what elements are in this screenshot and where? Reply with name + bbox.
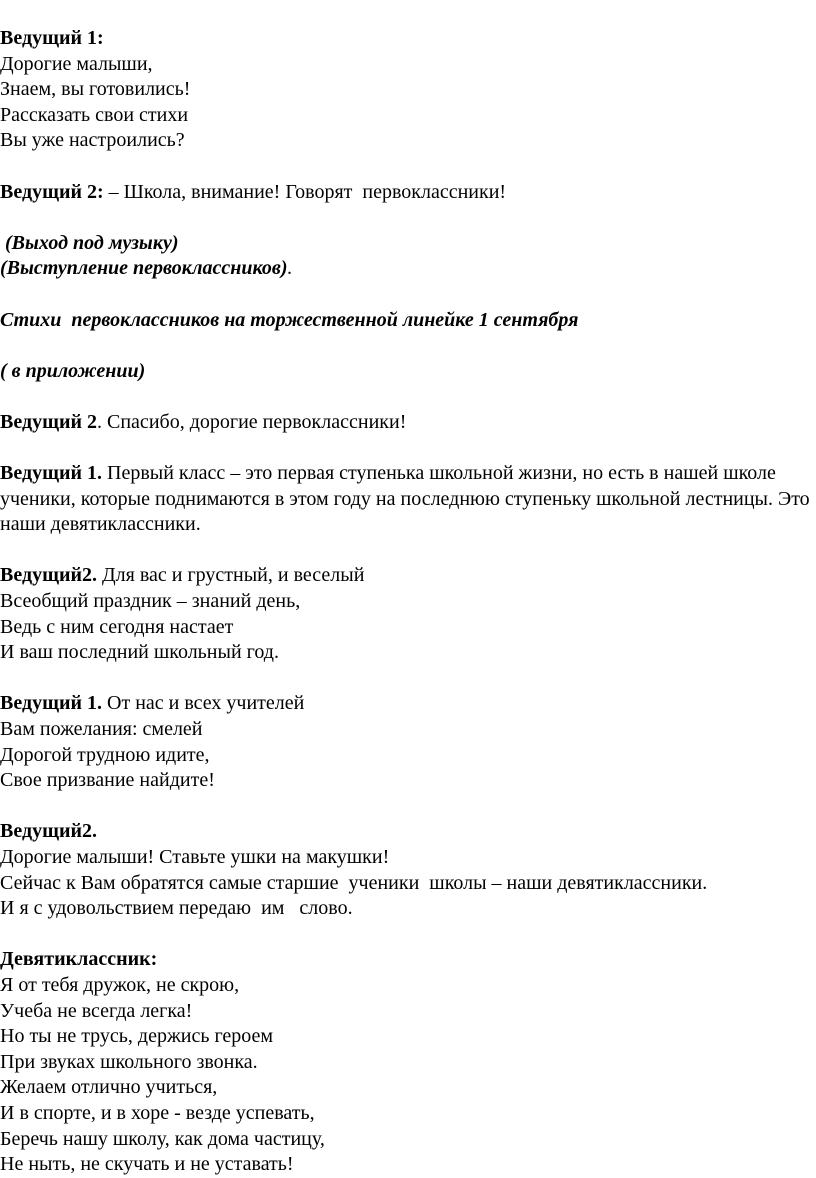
note-line [0, 359, 812, 385]
section-heading-text: Стихи первоклассников на торжественной линейке 1 сентября [0, 308, 579, 331]
poem-line: Для вас и грустный, и веселый [97, 564, 365, 587]
poem-line: Желаем отлично учиться, [0, 1076, 218, 1099]
speaker-line [0, 26, 812, 52]
speaker-line [0, 947, 812, 973]
speaker-line [0, 563, 812, 589]
speaker-label: Ведущий2. [0, 820, 98, 843]
poem-line: Дорогой трудною идите, [0, 743, 210, 766]
speaker-label: Девятиклассник: [0, 948, 158, 971]
poem-line: И в спорте, и в хоре - везде успевать, [0, 1101, 315, 1124]
speaker-label: Ведущий 1: [0, 27, 104, 49]
speaker-line [0, 410, 812, 436]
speaker-line [0, 691, 812, 717]
stage-direction [0, 256, 812, 282]
speech-line: И я с удовольствием передаю им слово. [0, 897, 353, 920]
poem-line: Ведь с ним сегодня настает [0, 615, 234, 638]
poem-line: При звуках школьного звонка. [0, 1050, 258, 1073]
speaker-paragraph [0, 461, 812, 538]
poem-line: Не ныть, не скучать и не уставать! [0, 1153, 294, 1176]
poem-line: Всеобщий праздник – знаний день, [0, 590, 301, 613]
poem-line: Свое призвание найдите! [0, 769, 215, 792]
poem-line: Вы уже настроились? [0, 129, 185, 152]
speaker-label: Ведущий 1. [0, 692, 103, 715]
poem-line: Дорогие малыши, [0, 52, 153, 75]
poem-line: От нас и всех учителей [102, 692, 305, 715]
speech-text: . Спасибо, дорогие первоклассники! [97, 410, 407, 433]
section-heading [0, 308, 812, 334]
note-text: ( в приложении) [0, 359, 146, 382]
speaker-line [0, 180, 812, 206]
poem-line: Знаем, вы готовились! [0, 78, 191, 101]
stage-direction-text: (Выступление первоклассников) [0, 257, 288, 280]
speaker-line [0, 819, 812, 845]
poem-line: Я от тебя дружок, не скрою, [0, 973, 240, 996]
poem-line: Вам пожелания: смелей [0, 718, 203, 741]
stage-direction-text: (Выход под музыку) [0, 231, 179, 254]
poem-line: Учеба не всегда легка! [0, 999, 193, 1022]
speech-line: Сейчас к Вам обратятся самые старшие ученики школы – наши девятиклассники. [0, 871, 708, 894]
speaker-label: Ведущий 1. [0, 462, 103, 485]
speaker-label: Ведущий 2: [0, 180, 104, 203]
speech-line: Дорогие малыши! Ставьте ушки на макушки! [0, 846, 390, 868]
speaker-label: Ведущий 2 [0, 410, 98, 433]
document-page [0, 26, 812, 1178]
speech-text: – Школа, внимание! Говорят первоклассники! [103, 180, 507, 203]
stage-direction [0, 231, 812, 257]
speaker-label: Ведущий2. [0, 564, 98, 587]
stage-direction-tail: . [287, 257, 293, 280]
poem-line: Рассказать свои стихи [0, 103, 189, 126]
speech-text: Первый класс – это первая ступенька школьной жизни, но есть в нашей школе ученики, которые поднимаются в этом году на последнюю ступеньку школьной лестницы. Это наши девятиклассники. [0, 462, 810, 536]
poem-line: Беречь нашу школу, как дома частицу, [0, 1127, 325, 1150]
poem-line: И ваш последний школьный год. [0, 641, 279, 664]
poem-line: Но ты не трусь, держись героем [0, 1025, 274, 1048]
